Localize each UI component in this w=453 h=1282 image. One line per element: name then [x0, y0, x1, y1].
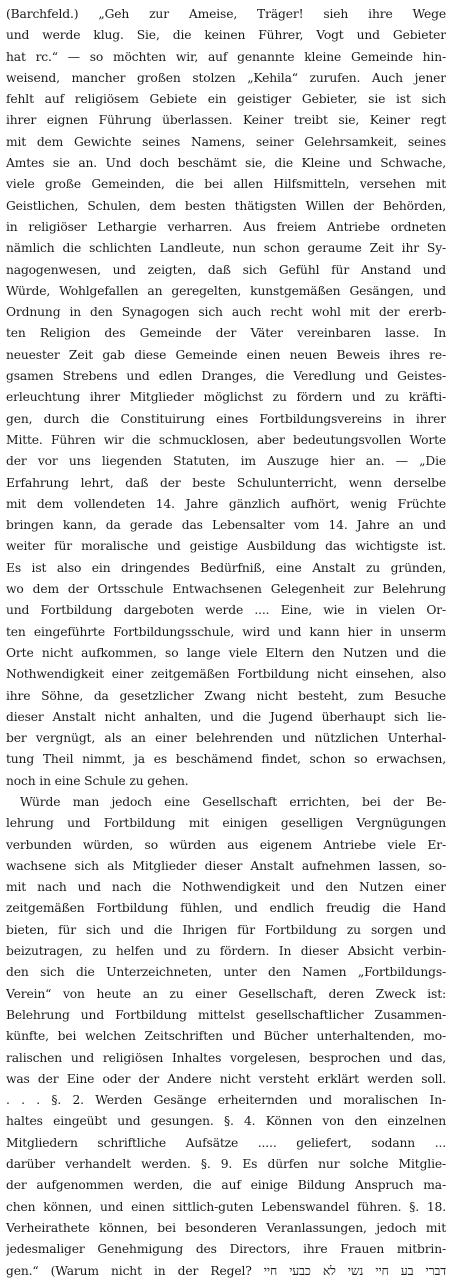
text-line: weisend, mancher großen stolzen „Kehila“ zurufen. Auch jener [6, 70, 446, 85]
text-line: in religiöser Lethargie verharren. Aus freiem Antriebe ordneten [6, 219, 446, 234]
text-line: ten eingeführte Fortbildungsschule, wird und kann hier in unserm [6, 624, 446, 639]
text-line: der vor uns liegenden Statuten, im Auszuge hier an. — „Die [6, 454, 446, 469]
text-line: gsamen Strebens und edlen Dranges, die Veredlung und Geistes- [6, 369, 446, 384]
text-line: nämlich die schlichten Landleute, nun schon geraume Zeit ihr Sy- [6, 241, 446, 256]
text-line: lehrung und Fortbildung mit einigen geselligen Vergnügungen [6, 816, 446, 831]
text-line: bringen kann, da gerade das Lebensalter vom 14. Jahre an und [6, 518, 446, 533]
text-line: ihre Söhne, da gesetzlicher Zwang nicht besteht, zum Besuche [6, 688, 446, 703]
text-line: Mitte. Führen wir die schmucklosen, aber bedeutungsvollen Worte [6, 432, 446, 447]
text-line: fehlt auf religiösem Gebiete ein geistiger Gebieter, sie ist sich [6, 92, 446, 107]
text-line: Belehrung und Fortbildung mittelst gesellschaftlicher Zusammen- [6, 1007, 446, 1022]
text-line: zeitgemäßen Fortbildung fühlen, und endlich freudig die Hand [6, 901, 446, 916]
text-line: tung Theil nimmt, ja es beschämend findet, schon so erwachsen, [6, 752, 446, 767]
text-line: mit dem Gewichte seines Namens, seiner Gelehrsamkeit, seines [6, 134, 446, 149]
paragraph-barchfeld-report [6, 4, 446, 792]
text-line: Würde, Wohlgefallen an geregelten, kunstgemäßen Gesängen, und [6, 283, 446, 298]
text-line: künfte, bei welchen Zeitschriften und Bücher unterhaltenden, mo- [6, 1029, 446, 1044]
text-line: ihrer eignen Führung überlassen. Keiner treibt sie, Keiner regt [6, 113, 446, 128]
text-line: gen.“ (Warum nicht in der Regel? דברי בע חיי נשי לא כבעי חיי [6, 1263, 446, 1278]
text-line: Würde man jedoch eine Gesellschaft errichten, bei der Be- [20, 794, 446, 809]
text-line: erleuchtung ihrer Mitglieder möglichst zu fördern und zu kräfti- [6, 390, 446, 405]
text-line: . . . §. 2. Werden Gesänge erheiternden und moralischen In- [6, 1093, 446, 1108]
text-line: viele große Gemeinden, die bei allen Hilfsmitteln, versehen mit [6, 177, 446, 192]
text-line: jedesmaliger Genehmigung des Directors, ihre Frauen mitbrin- [6, 1242, 446, 1257]
text-line: Erfahrung lehrt, daß der beste Schulunterricht, wenn derselbe [6, 475, 446, 490]
text-line: bieten, für sich und die Ihrigen für Fortbildung zu sorgen und [6, 922, 446, 937]
text-line: ralischen und religiösen Inhaltes vorgelesen, besprochen und das, [6, 1050, 446, 1065]
text-line: darüber verhandelt werden. §. 9. Es dürfen nur solche Mitglie- [6, 1157, 446, 1172]
text-line: weiter für moralische und geistige Ausbildung das wichtigste ist. [6, 539, 446, 554]
text-line: beizutragen, zu helfen und zu fördern. In dieser Absicht verbin- [6, 944, 446, 959]
text-line: ten Religion des Gemeinde der Väter vereinbaren lasse. In [6, 326, 446, 341]
text-line: Ordnung in den Synagogen sich auch recht wohl mit der ererb- [6, 305, 446, 320]
text-line: den sich die Unterzeichneten, unter den Namen „Fortbildungs- [6, 965, 446, 980]
text-line: Mitgliedern schriftliche Aufsätze ..... geliefert, sodann ... [6, 1135, 446, 1150]
text-line: Nothwendigkeit einer zeitgemäßen Fortbildung nicht einsehen, also [6, 667, 446, 682]
text-line: Amtes sie an. Und doch beschämt sie, die Kleine und Schwache, [6, 156, 446, 171]
text-line: (Barchfeld.) „Geh zur Ameise, Träger! sieh ihre Wege [6, 7, 446, 21]
text-line: chen können, und einen sittlich-guten Lebenswandel führen. §. 18. [6, 1199, 446, 1214]
text-line: und werde klug. Sie, die keinen Führer, Vogt und Gebieter [6, 28, 446, 43]
text-line: hat rc.“ — so möchten wir, auf genannte kleine Gemeinde hin- [6, 49, 446, 64]
text-line: und Fortbildung dargeboten werde .... Eine, wie in vielen Or- [6, 603, 446, 618]
text-line: Verheirathete können, bei besonderen Veranlassungen, jedoch mit [6, 1220, 446, 1235]
paragraph-statutes [6, 792, 446, 1282]
text-line: mit dem vollendeten 14. Jahre gänzlich aufhört, wenig Früchte [6, 496, 446, 511]
text-line: was der Eine oder der Andere nicht versteht erklärt werden soll. [6, 1071, 446, 1086]
text-line: wo dem der Ortsschule Entwachsenen Gelegenheit zur Belehrung [6, 582, 446, 597]
text-line: gen, durch die Constituirung eines Fortbildungsvereins in ihrer [6, 411, 446, 426]
text-line: haltes eingeübt und gesungen. §. 4. Können von den einzelnen [6, 1114, 446, 1129]
text-line: neuester Zeit gab diese Gemeinde einen neuen Beweis ihres re- [6, 347, 446, 362]
text-line: nagogenwesen, und zeigten, daß sich Gefühl für Anstand und [6, 262, 446, 277]
text-line: noch in eine Schule zu gehen. [6, 773, 189, 788]
text-line: verbunden würden, so würden aus eigenem Antriebe viele Er- [6, 837, 446, 852]
text-line: Orte nicht aufkommen, so lange viele Eltern den Nutzen und die [6, 645, 446, 660]
text-line: Geistlichen, Schulen, dem besten thätigsten Willen der Behörden, [6, 198, 446, 213]
text-line: mit nach und nach die Nothwendigkeit und den Nutzen einer [6, 880, 446, 895]
text-line: wachsene sich als Mitglieder dieser Anstalt aufnehmen lassen, so- [6, 858, 446, 873]
text-line: Es ist also ein dringendes Bedürfniß, eine Anstalt zu gründen, [6, 560, 446, 575]
text-line: ber vergnügt, als an einer belehrenden und nützlichen Unterhal- [6, 731, 446, 746]
text-line: dieser Anstalt nicht anhalten, und die Jugend überhaupt sich lie- [6, 709, 446, 724]
text-line: der aufgenommen werden, die auf einige Bildung Anspruch ma- [6, 1178, 446, 1193]
text-line: Verein“ von heute an zu einer Gesellschaft, deren Zweck ist: [6, 986, 446, 1001]
